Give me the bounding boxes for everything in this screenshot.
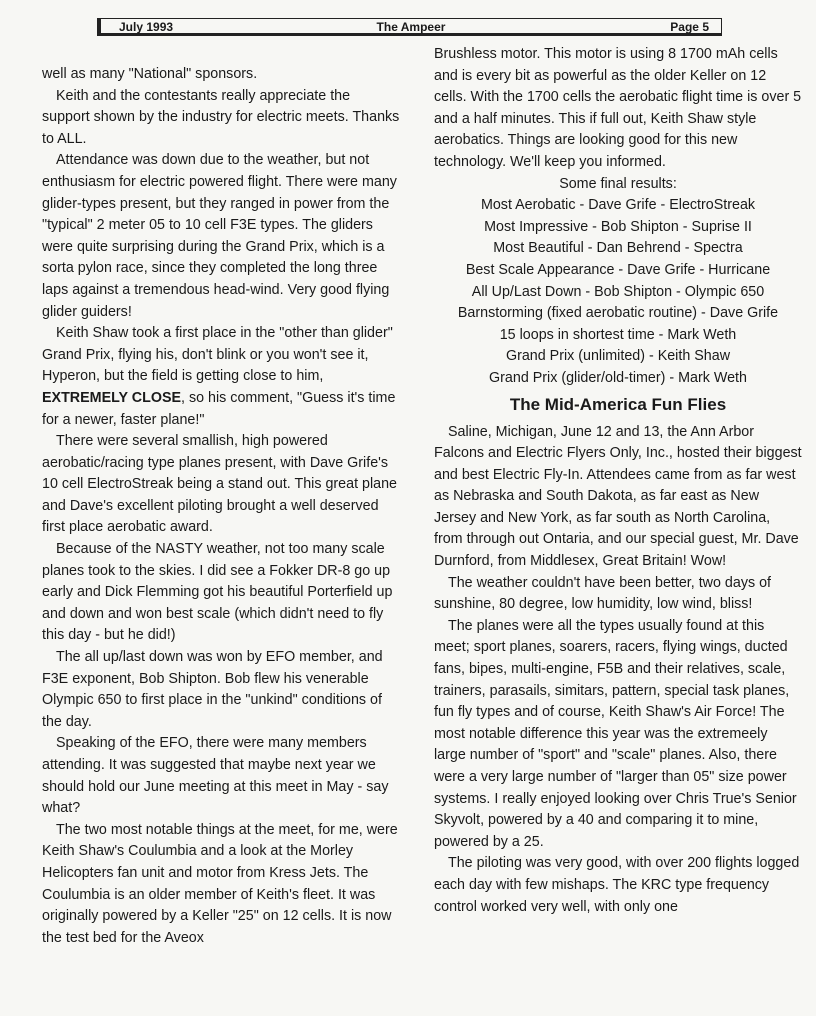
paragraph-text: , so his comment, "Guess it's time for a newer, faster plane!" bbox=[42, 389, 396, 428]
newsletter-title: The Ampeer bbox=[376, 20, 446, 34]
result-item: All Up/Last Down - Bob Shipton - Olympic 650 bbox=[471, 283, 765, 300]
result-item: Best Scale Appearance - Dave Grife - Hurricane bbox=[465, 261, 771, 278]
paragraph: Because of the NASTY weather, not too many scale planes took to the skies. I did see a Fokker DR-8 go up early and Dick Flemming got his beautiful Porterfield up and down and won best scale (which didn't need to fly this day - but he did!) bbox=[42, 541, 393, 644]
page-number: Page 5 bbox=[670, 20, 709, 34]
paragraph: There were several smallish, high powered aerobatic/racing type planes present, with Dave Grife's 10 cell ElectroStreak being a stand out. This great plane and Dave's excellent piloting brought a well deserved first place aerobatic award. bbox=[42, 433, 397, 536]
paragraph: well as many "National" sponsors. bbox=[42, 66, 258, 82]
paragraph: The two most notable things at the meet, for me, were Keith Shaw's Coulumbia and a look at the Morley Helicopters fan unit and motor from Kress Jets. The Coulumbia is an older member of Keith's fleet. It was originally powered by a Keller "25" on 12 cells. It is now the test bed for the Aveox bbox=[42, 821, 398, 946]
paragraph: Keith and the contestants really appreciate the support shown by the industry for electric meets. Thanks to ALL. bbox=[42, 87, 400, 147]
paragraph: The weather couldn't have been better, two days of sunshine, 80 degree, low humidity, low wind, bliss! bbox=[434, 574, 772, 613]
results-list bbox=[434, 174, 802, 390]
results-heading: Some final results: bbox=[559, 175, 677, 192]
paragraph-text: Keith Shaw took a first place in the "other than glider" Grand Prix, flying his, don't blink or you won't see it, Hyperon, but the field is getting close to him, bbox=[42, 325, 393, 385]
paragraph: The planes were all the types usually found at this meet; sport planes, soarers, racers, flying wings, ducted fans, bipes, multi-engine, F5B and their relatives, scale, trainers, parasails, simitars, pattern, special task planes, fun fly types and of course, Keith Shaw's Air Force! The most notable difference this year was the extremeely large number of "sport" and "scale" planes. Also, there were a very large number of "larger than 05" size power systems. I really enjoyed looking over Chris True's Senior Skyvolt, powered by a 40 and comparing it to mine, powered by a 25. bbox=[434, 617, 797, 850]
result-item: Barnstorming (fixed aerobatic routine) - Dave Grife bbox=[457, 305, 779, 322]
paragraph bbox=[42, 323, 400, 431]
paragraph: Brushless motor. This motor is using 8 1700 mAh cells and is every bit as powerful as the older Keller on 12 cells. With the 1700 cells the aerobatic flight time is over 5 and a half minutes. This if full out, Keith Shaw style aerobatics. Things are looking good for this new technology. We'll keep you informed. bbox=[434, 46, 802, 170]
result-item: Grand Prix (unlimited) - Keith Shaw bbox=[505, 348, 731, 365]
section-heading: The Mid-America Fun Flies bbox=[509, 394, 727, 414]
result-item: Most Aerobatic - Dave Grife - ElectroStreak bbox=[480, 197, 756, 214]
issue-date: July 1993 bbox=[119, 20, 174, 34]
left-column bbox=[42, 64, 400, 949]
emphasis-text: EXTREMELY CLOSE bbox=[42, 389, 182, 406]
result-item: 15 loops in shortest time - Mark Weth bbox=[499, 326, 737, 343]
page-header bbox=[97, 18, 722, 36]
paragraph: Saline, Michigan, June 12 and 13, the Ann Arbor Falcons and Electric Flyers Only, Inc., hosted their biggest and best Electric Fly-In. Attendees came from as far west as Nebraska and South Dakota, as far east as New Jersey and New York, as far south as North Carolina, from through out Ontaria, and our special guest, Mr. Dave Durnford, from Middlesex, Great Britain! Wow! bbox=[434, 423, 802, 570]
result-item: Most Beautiful - Dan Behrend - Spectra bbox=[493, 240, 743, 257]
paragraph: Attendance was down due to the weather, but not enthusiasm for electric powered flight. There were many glider-types present, but they ranged in power from the "typical" 2 meter 05 to 10 cell F3E types. The gliders were quite surprising during the Grand Prix, which is a sorta pylon race, since they completed the long three laps against a tremendous head-wind. Very good flying glider guiders! bbox=[42, 152, 397, 320]
right-column bbox=[434, 44, 802, 918]
paragraph: The piloting was very good, with over 200 flights logged each day with few mishaps. The KRC type frequency control worked very well, with only one bbox=[434, 855, 800, 915]
result-item: Most Impressive - Bob Shipton - Suprise II bbox=[484, 218, 752, 235]
paragraph: Speaking of the EFO, there were many members attending. It was suggested that maybe next year we should hold our June meeting at this meet in May - say what? bbox=[42, 735, 389, 817]
result-item: Grand Prix (glider/old-timer) - Mark Weth bbox=[489, 369, 747, 386]
paragraph: The all up/last down was won by EFO member, and F3E exponent, Bob Shipton. Bob flew his venerable Olympic 650 to first place in the "unkind" conditions of the day. bbox=[42, 649, 383, 730]
